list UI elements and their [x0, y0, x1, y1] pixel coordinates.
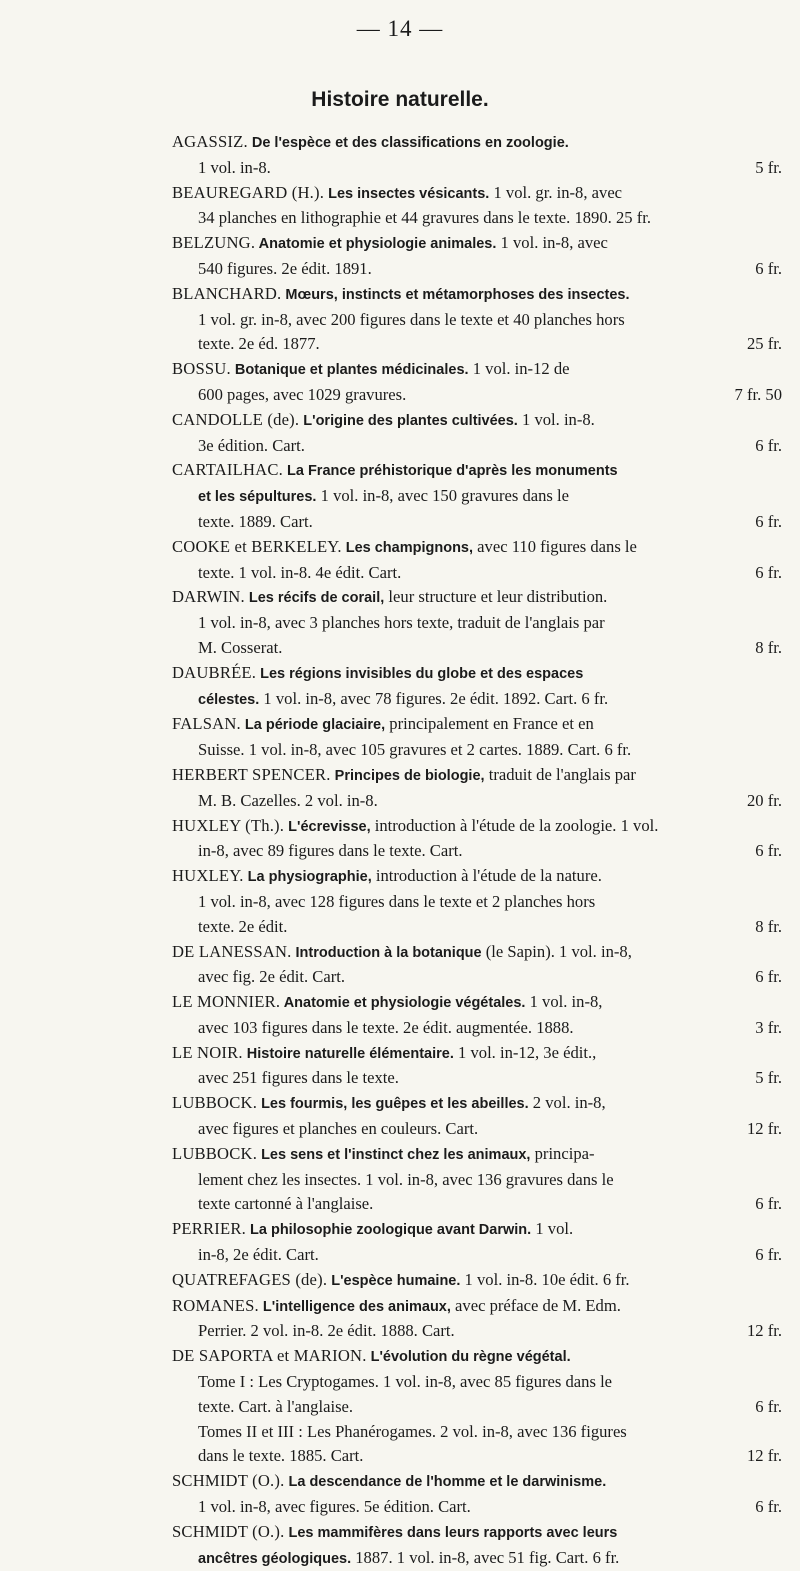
entry-line [172, 156, 782, 181]
entry-text: 2 vol. in-8, [528, 1093, 606, 1113]
entry-line [172, 1294, 782, 1320]
entry-title: Les régions invisibles du globe et des espaces [256, 665, 584, 682]
catalog-entry [172, 585, 782, 660]
entry-price: 12 fr. [746, 1119, 782, 1139]
entry-line [172, 763, 782, 789]
entry-author: BOSSU. [172, 359, 231, 379]
entry-title: La descendance de l'homme et le darwinisme. [284, 1474, 607, 1491]
entry-author: SCHMIDT (O.). [172, 1471, 285, 1491]
catalog-entry [172, 814, 782, 865]
entry-line [172, 1469, 782, 1495]
catalog-entry [172, 940, 782, 991]
entry-text: traduit de l'anglais par [484, 764, 636, 784]
catalog-entry [172, 1294, 782, 1345]
entry-text: M. B. Cazelles. 2 vol. in-8. [198, 790, 378, 810]
entry-line [172, 839, 782, 864]
entry-title: L'origine des plantes cultivées. [299, 412, 518, 429]
entry-text: avec 103 figures dans le texte. 2e édit. augmentée. 1888. [198, 1017, 574, 1037]
entry-line [172, 383, 782, 408]
entry-line [172, 561, 782, 586]
catalog-entry [172, 1344, 782, 1469]
entry-line [172, 357, 782, 383]
catalog-entry [172, 1469, 782, 1520]
entry-line [172, 282, 782, 308]
entry-title: La physiographie, [243, 869, 372, 886]
entry-line [172, 1217, 782, 1243]
entry-author: HUXLEY. [172, 866, 244, 886]
entry-author: HERBERT SPENCER. [172, 764, 331, 784]
entry-author: LE MONNIER. [172, 992, 281, 1012]
entry-line [172, 1243, 782, 1268]
entry-line [172, 990, 782, 1016]
entry-text: avec 251 figures dans le texte. [198, 1068, 399, 1088]
entry-text: texte. 2e édit. [198, 916, 288, 936]
entry-line [172, 1520, 782, 1546]
catalog-entry [172, 1041, 782, 1092]
entry-line [172, 611, 782, 636]
entry-title: La période glaciaire, [240, 717, 386, 734]
entry-line [172, 687, 782, 713]
entry-line [172, 1192, 782, 1217]
entry-line [172, 1319, 782, 1344]
entry-title: Histoire naturelle élémentaire. [242, 1045, 454, 1062]
entry-line [172, 484, 782, 510]
catalog-entry [172, 181, 782, 232]
entry-line [172, 814, 782, 840]
catalog-entry [172, 1268, 782, 1294]
entry-author: LUBBOCK. [172, 1143, 258, 1163]
entry-title: Principes de biologie, [330, 767, 485, 784]
entry-title: Anatomie et physiologie végétales. [280, 995, 526, 1012]
catalog-entry [172, 535, 782, 586]
catalog-entry [172, 763, 782, 814]
entry-price: 25 fr. [746, 334, 782, 354]
entry-author: QUATREFAGES (de). [172, 1269, 328, 1289]
entry-title: L'espèce humaine. [327, 1272, 461, 1289]
entry-line [172, 1168, 782, 1193]
entry-title: L'intelligence des animaux, [258, 1298, 451, 1315]
entry-text: 1 vol. in-8, avec figures. 5e édition. Cart. [198, 1497, 471, 1517]
catalog-entry [172, 408, 782, 459]
entry-text: 1 vol. gr. in-8, avec [489, 182, 623, 202]
entry-text: 1 vol. in-8. [198, 157, 271, 177]
entry-title: La France préhistorique d'après les monuments [282, 463, 618, 480]
entry-price: 8 fr. [755, 916, 782, 936]
entry-line [172, 940, 782, 966]
entry-author: ROMANES. [172, 1295, 259, 1315]
entry-line [172, 661, 782, 687]
entry-title: Les sens et l'instinct chez les animaux, [257, 1146, 531, 1163]
entry-text: 1 vol. in-8, avec 78 figures. 2e édit. 1892. Cart. 6 fr. [259, 688, 609, 708]
entry-title: La philosophie zoologique avant Darwin. [245, 1222, 532, 1239]
entry-text: texte. 2e éd. 1877. [198, 334, 320, 354]
entry-text: 1 vol. gr. in-8, avec 200 figures dans le texte et 40 planches hors [198, 309, 625, 329]
entry-title: Les champignons, [341, 539, 474, 556]
entry-author: COOKE et BERKELEY. [172, 536, 342, 556]
entry-text: Tome I : Les Cryptogames. 1 vol. in-8, avec 85 figures dans le [198, 1372, 613, 1392]
entry-author: CANDOLLE (de). [172, 409, 300, 429]
entry-price: 6 fr. [755, 1245, 782, 1265]
entry-author: LE NOIR. [172, 1042, 243, 1062]
catalog-entry [172, 282, 782, 357]
catalog-entry [172, 458, 782, 534]
entry-title: et les sépultures. [198, 489, 317, 506]
entry-title: Les insectes vésicants. [324, 185, 490, 202]
entry-text: 34 planches en lithographie et 44 gravures dans le texte. 1890. 25 fr. [198, 208, 651, 228]
entry-text: texte. Cart. à l'anglaise. [198, 1396, 354, 1416]
entry-title: Mœurs, instincts et métamorphoses des insectes. [281, 286, 630, 303]
entry-line [172, 408, 782, 434]
entry-line [172, 535, 782, 561]
entry-line [172, 1546, 782, 1571]
entry-text: avec figures et planches en couleurs. Cart. [198, 1119, 479, 1139]
entry-title: Les récifs de corail, [244, 590, 385, 607]
entry-text: 3e édition. Cart. [198, 435, 305, 455]
entry-line [172, 1370, 782, 1395]
entry-line [172, 1091, 782, 1117]
entry-line [172, 915, 782, 940]
entry-text: dans le texte. 1885. Cart. [198, 1446, 364, 1466]
entry-line [172, 206, 782, 231]
entry-text: Suisse. 1 vol. in-8, avec 105 gravures et 2 cartes. 1889. Cart. 6 fr. [198, 740, 632, 760]
entry-price: 6 fr. [755, 435, 782, 455]
entry-line [172, 1066, 782, 1091]
catalog-entry [172, 231, 782, 282]
entry-text: Tomes II et III : Les Phanérogames. 2 vol. in-8, avec 136 figures [198, 1421, 627, 1441]
entry-text: lement chez les insectes. 1 vol. in-8, avec 136 gravures dans le [198, 1169, 614, 1189]
entry-price: 6 fr. [755, 1497, 782, 1517]
entry-text: 1 vol. [531, 1219, 574, 1239]
entry-title: célestes. [198, 691, 260, 708]
entry-line [172, 1016, 782, 1041]
entry-line [172, 231, 782, 257]
entry-line [172, 965, 782, 990]
entry-price: 6 fr. [755, 1194, 782, 1214]
entries-list [172, 130, 782, 1571]
entry-line [172, 1117, 782, 1142]
entry-author: LUBBOCK. [172, 1093, 258, 1113]
catalog-entry [172, 1520, 782, 1571]
catalog-entry [172, 864, 782, 939]
entry-line [172, 181, 782, 207]
entry-author: BEAUREGARD (H.). [172, 182, 325, 202]
entry-text: in-8, avec 89 figures dans le texte. Cart. [198, 841, 463, 861]
entry-line [172, 1142, 782, 1168]
catalog-entry [172, 712, 782, 763]
entry-price: 3 fr. [755, 1017, 782, 1037]
entry-text: Perrier. 2 vol. in-8. 2e édit. 1888. Cart. [198, 1321, 455, 1341]
entry-line [172, 712, 782, 738]
catalog-entry [172, 990, 782, 1041]
entry-price: 8 fr. [755, 637, 782, 657]
entry-text: avec 110 figures dans le [473, 536, 637, 556]
entry-text: M. Cosserat. [198, 637, 283, 657]
entry-line [172, 789, 782, 814]
entry-author: BELZUNG. [172, 233, 256, 253]
entry-line [172, 130, 782, 156]
entry-line [172, 458, 782, 484]
entry-text: introduction à l'étude de la nature. [371, 866, 602, 886]
entry-line [172, 1395, 782, 1420]
catalog-entry [172, 130, 782, 181]
entry-text: avec fig. 2e édit. Cart. [198, 967, 345, 987]
entry-text: in-8, 2e édit. Cart. [198, 1245, 319, 1265]
entry-title: Introduction à la botanique [291, 944, 482, 961]
entry-author: DAUBRÉE. [172, 662, 257, 682]
entry-line [172, 585, 782, 611]
entry-price: 6 fr. [755, 841, 782, 861]
entry-text: 1 vol. in-8. [517, 409, 595, 429]
entry-text: 1 vol. in-8, avec 150 gravures dans le [316, 486, 569, 506]
entry-author: DARWIN. [172, 587, 245, 607]
entry-author: CARTAILHAC. [172, 460, 283, 480]
entry-title: De l'espèce et des classifications en zoologie. [247, 135, 569, 151]
entry-line [172, 257, 782, 282]
entry-text: 1 vol. in-8, avec [496, 233, 608, 253]
entry-text: (le Sapin). 1 vol. in-8, [481, 941, 632, 961]
entry-line [172, 308, 782, 333]
entry-author: AGASSIZ. [172, 132, 248, 151]
entry-author: BLANCHARD. [172, 283, 282, 303]
entry-line [172, 1420, 782, 1445]
entry-author: SCHMIDT (O.). [172, 1521, 285, 1541]
catalog-entry [172, 357, 782, 408]
entry-text: 1887. 1 vol. in-8, avec 51 fig. Cart. 6 fr. [351, 1547, 620, 1567]
entry-text: texte. 1 vol. in-8. 4e édit. Cart. [198, 562, 402, 582]
entry-line [172, 1444, 782, 1469]
entry-title: Anatomie et physiologie animales. [255, 236, 497, 253]
entry-price: 6 fr. [755, 562, 782, 582]
entry-text: avec préface de M. Edm. [450, 1295, 621, 1315]
page-number: — 14 — [356, 16, 444, 41]
entry-text: 1 vol. in-8, avec 3 planches hors texte, traduit de l'anglais par [198, 613, 605, 633]
entry-text: introduction à l'étude de la zoologie. 1 vol. [370, 815, 659, 835]
section-title: Histoire naturelle. [311, 88, 489, 111]
entry-line [172, 1495, 782, 1520]
entry-price: 7 fr. 50 [734, 384, 782, 404]
entry-author: HUXLEY (Th.). [172, 815, 285, 835]
entry-title: L'écrevisse, [284, 818, 371, 835]
entry-author: FALSAN. [172, 714, 241, 734]
entry-price: 12 fr. [746, 1446, 782, 1466]
entry-text: 1 vol. in-12, 3e édit., [453, 1042, 597, 1062]
entry-text: 540 figures. 2e édit. 1891. [198, 258, 372, 278]
catalog-entry [172, 661, 782, 713]
entry-text: 1 vol. in-12 de [468, 359, 570, 379]
entry-title: ancêtres géologiques. [198, 1550, 352, 1567]
catalog-entry [172, 1091, 782, 1142]
entry-text: 600 pages, avec 1029 gravures. [198, 384, 407, 404]
entry-title: Botanique et plantes médicinales. [230, 362, 469, 379]
entry-price: 20 fr. [746, 790, 782, 810]
entry-line [172, 510, 782, 535]
entry-text: principa- [530, 1143, 595, 1163]
entry-line [172, 434, 782, 459]
entry-title: L'évolution du règne végétal. [366, 1349, 571, 1366]
entry-text: 1 vol. in-8, avec 128 figures dans le texte et 2 planches hors [198, 891, 596, 911]
catalog-entry [172, 1217, 782, 1268]
catalog-entry [172, 1142, 782, 1217]
entry-price: 6 fr. [755, 1396, 782, 1416]
entry-text: 1 vol. in-8, [525, 992, 603, 1012]
entry-price: 5 fr. [755, 157, 782, 177]
entry-text: 1 vol. in-8. 10e édit. 6 fr. [460, 1269, 630, 1289]
entry-line [172, 1041, 782, 1067]
entry-line [172, 332, 782, 357]
entry-price: 6 fr. [755, 511, 782, 531]
entry-title: Les mammifères dans leurs rapports avec leurs [284, 1524, 618, 1541]
entry-line [172, 890, 782, 915]
entry-author: DE SAPORTA et MARION. [172, 1346, 367, 1366]
entry-price: 6 fr. [755, 258, 782, 278]
entry-text: principalement en France et en [385, 714, 594, 734]
entry-price: 5 fr. [755, 1068, 782, 1088]
entry-price: 12 fr. [746, 1321, 782, 1341]
entry-line [172, 636, 782, 661]
entry-text: leur structure et leur distribution. [384, 587, 608, 607]
entry-line [172, 1344, 782, 1370]
entry-price: 6 fr. [755, 967, 782, 987]
entry-author: DE LANESSAN. [172, 941, 292, 961]
entry-line [172, 1268, 782, 1294]
entry-line [172, 864, 782, 890]
entry-title: Les fourmis, les guêpes et les abeilles. [257, 1096, 529, 1113]
entry-line [172, 738, 782, 763]
entry-text: texte cartonné à l'anglaise. [198, 1194, 374, 1214]
entry-author: PERRIER. [172, 1219, 246, 1239]
entry-text: texte. 1889. Cart. [198, 511, 313, 531]
